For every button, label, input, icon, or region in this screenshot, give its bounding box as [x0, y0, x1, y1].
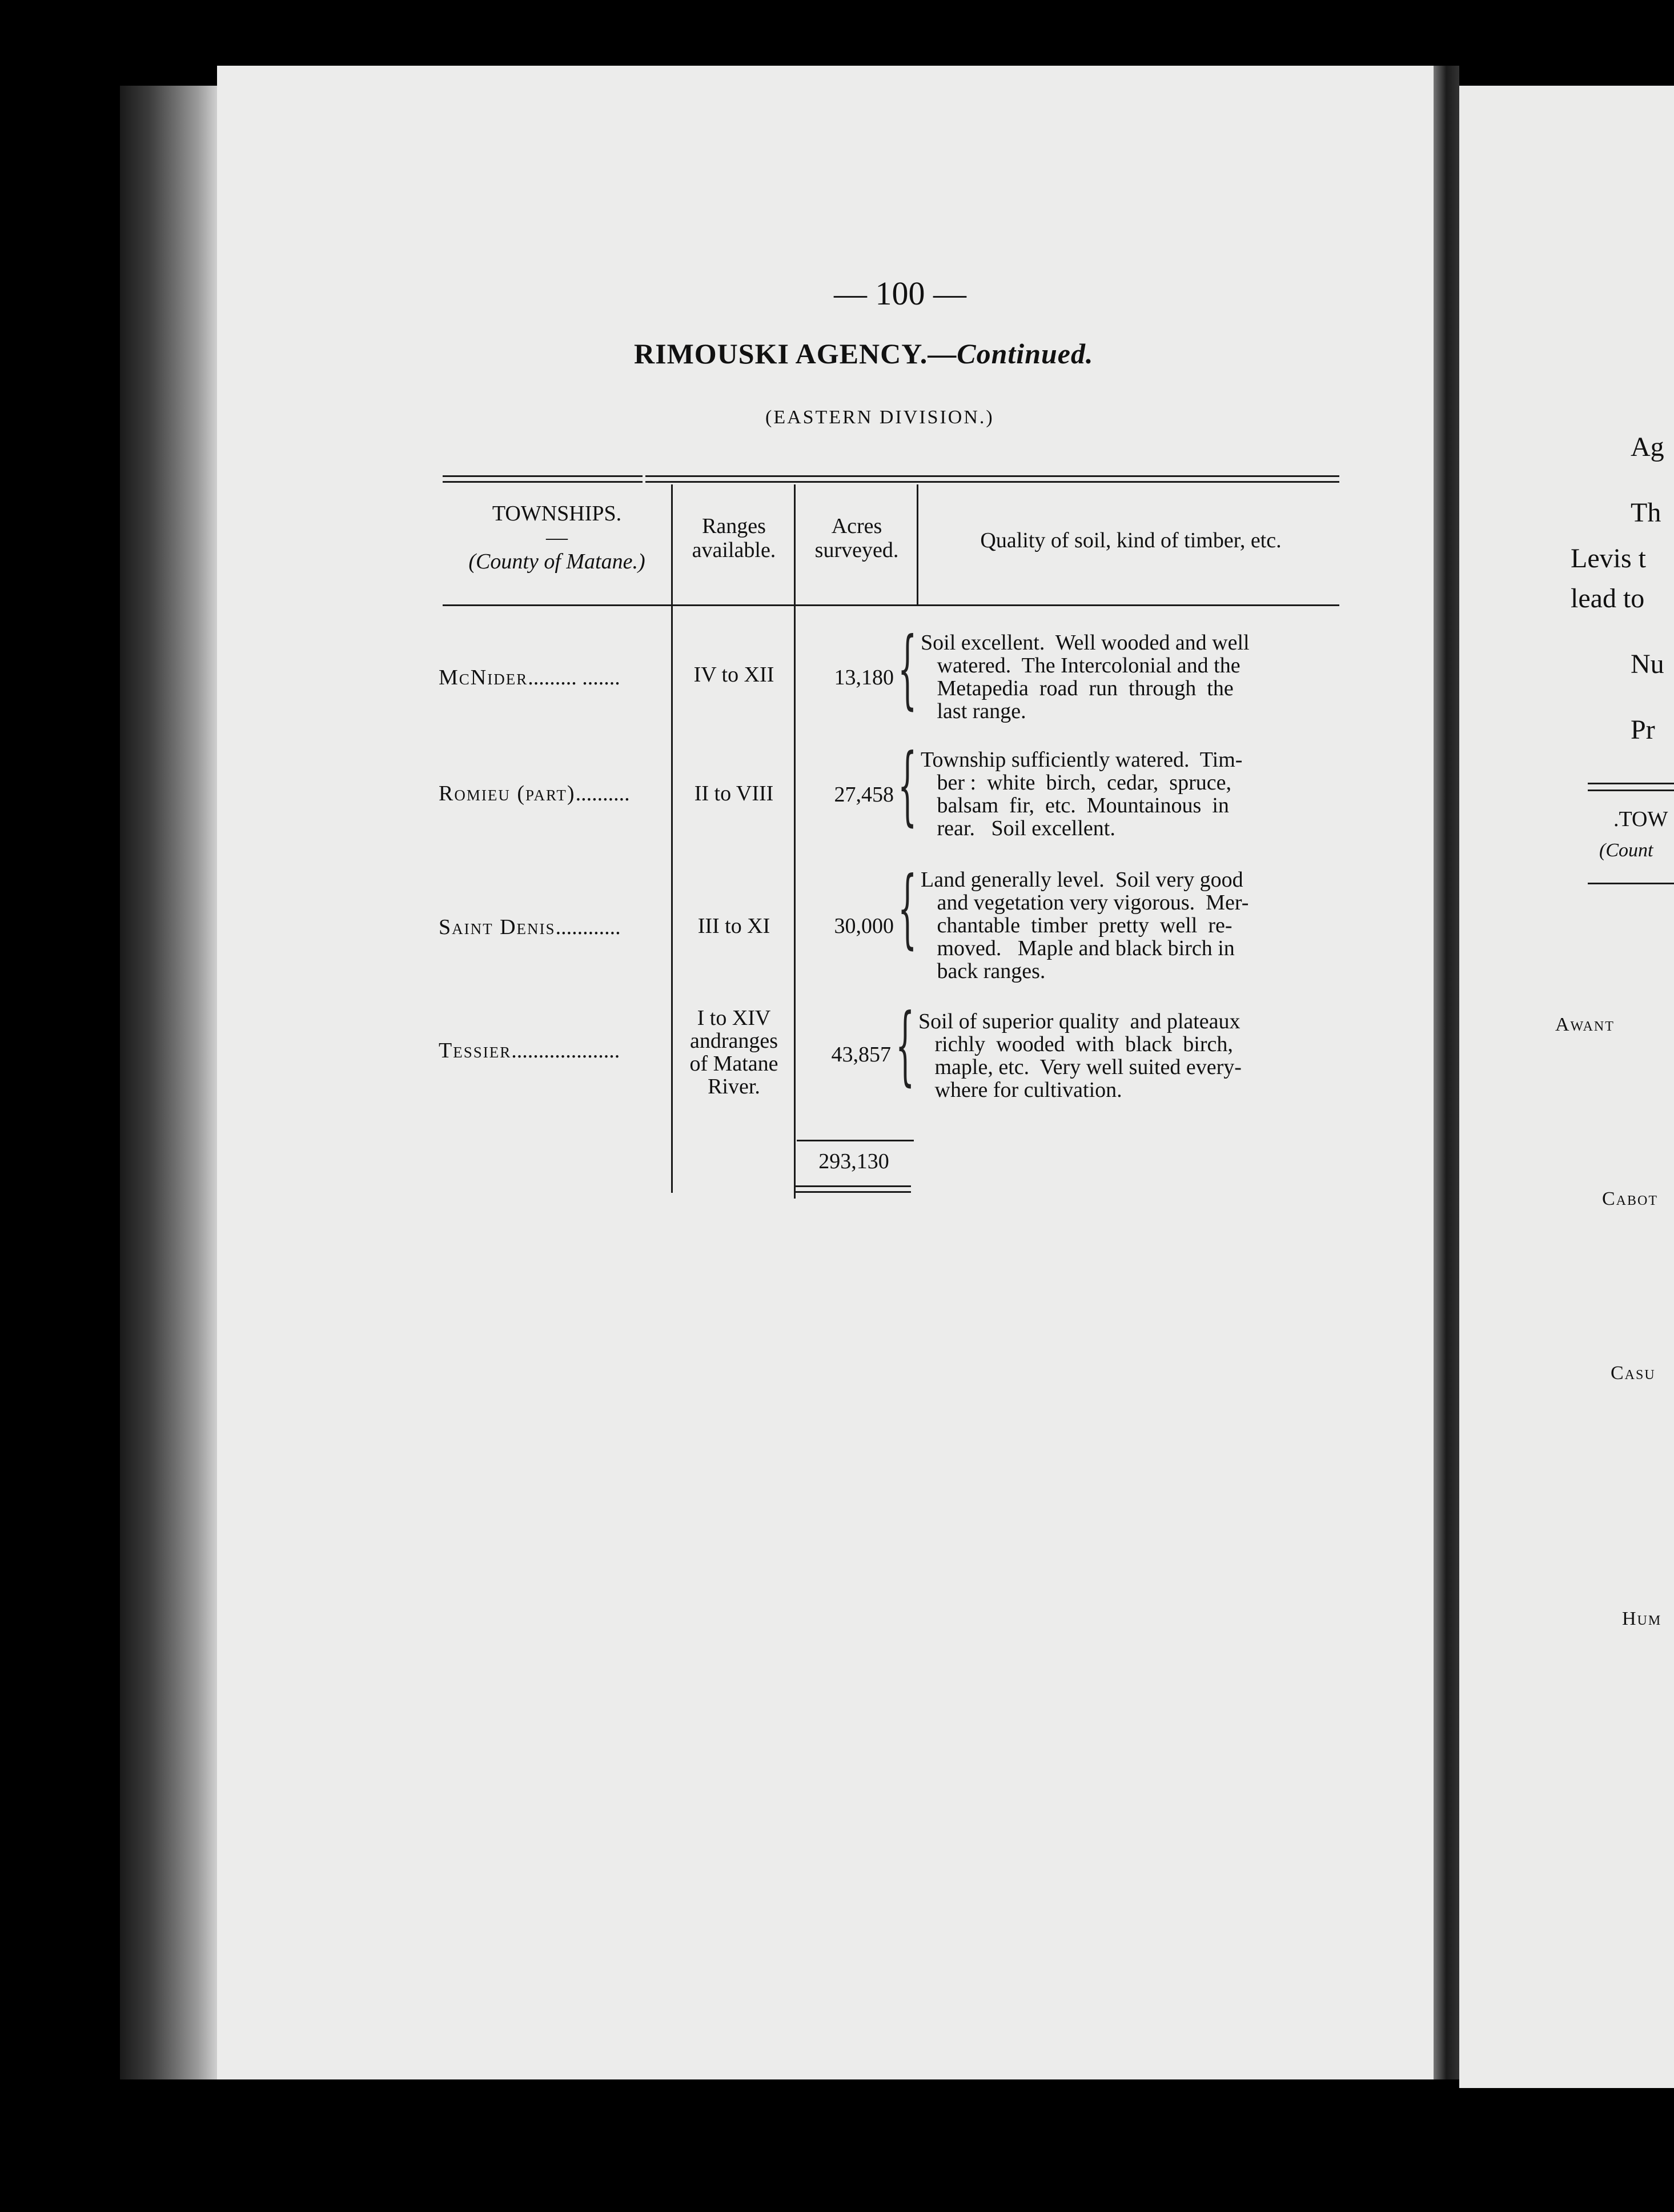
total-double-rule — [794, 1191, 911, 1193]
right-page-fragment: Levis t — [1571, 543, 1646, 574]
table-top-rule — [645, 475, 1339, 477]
quality-line: Township sufficiently watered. Tim- — [921, 748, 1243, 772]
page-number: — 100 — — [834, 275, 966, 312]
quality-line: Land generally level. Soil very good — [921, 868, 1243, 892]
township-name: Tessier — [439, 1039, 512, 1063]
page-subtitle: (EASTERN DIVISION.) — [765, 407, 994, 428]
header-county: (County of Matane.) — [468, 550, 645, 574]
table-row-acres: 27,458 — [834, 783, 894, 807]
table-row-township — [439, 782, 630, 806]
table-header-rule — [443, 604, 1339, 606]
ranges-line: River. — [708, 1075, 760, 1099]
quality-line: where for cultivation. — [918, 1078, 1122, 1102]
quality-line: Soil of superior quality and plateaux — [918, 1009, 1241, 1033]
quality-line: maple, etc. Very well suited every- — [918, 1055, 1242, 1079]
page-title-continued: Continued. — [957, 338, 1094, 370]
right-page-fragment: Nu — [1631, 649, 1664, 679]
table-row-ranges — [674, 1007, 794, 1098]
table-row-acres: 43,857 — [831, 1043, 891, 1067]
township-name: Saint Denis — [439, 915, 556, 939]
column-divider — [794, 484, 796, 1199]
quality-line: watered. The Intercolonial and the — [921, 654, 1241, 678]
table-row-ranges: IV to XII — [693, 663, 774, 687]
header-acres-line1: Acres — [831, 514, 882, 538]
right-page-rule — [1588, 883, 1674, 884]
township-name: Romieu (part) — [439, 782, 576, 806]
table-top-rule — [645, 481, 1339, 483]
table-row-ranges: III to XI — [697, 914, 770, 938]
right-page-rule — [1588, 783, 1674, 784]
header-acres-line2: surveyed. — [814, 538, 899, 562]
table-row-township — [439, 666, 620, 690]
row-brace: { — [898, 859, 917, 958]
row-brace: { — [896, 996, 915, 1095]
township-name: McNider — [439, 666, 528, 690]
table-row-quality — [918, 1010, 1242, 1101]
header-townships-label: TOWNSHIPS. — [492, 502, 622, 526]
right-page-fragment: Pr — [1631, 715, 1655, 745]
row-brace: { — [898, 619, 917, 719]
right-page — [1459, 86, 1674, 2088]
table-row-quality — [921, 868, 1249, 983]
quality-line: rear. Soil excellent. — [921, 816, 1115, 840]
right-page-fragment: Cabot — [1602, 1188, 1659, 1209]
right-page-fragment: Th — [1631, 498, 1661, 528]
table-row-quality — [921, 748, 1242, 840]
right-page-fragment: .TOW — [1613, 807, 1668, 831]
right-page-fragment: lead to — [1571, 583, 1645, 614]
quality-line: ber : white birch, cedar, spruce, — [921, 771, 1231, 795]
quality-line: Soil excellent. Well wooded and well — [921, 631, 1250, 655]
ranges-line: of Matane — [689, 1052, 778, 1076]
quality-line: back ranges. — [921, 959, 1046, 983]
table-row-township — [439, 915, 621, 939]
page-title — [634, 337, 1094, 370]
ranges-line: I to XIV — [697, 1006, 771, 1030]
right-page-rule — [1588, 790, 1674, 791]
right-page-fragment: Casu — [1611, 1363, 1656, 1384]
total-rule — [797, 1140, 914, 1141]
right-page-fragment: Awant — [1555, 1014, 1615, 1035]
table-row-quality — [921, 631, 1250, 723]
column-divider — [671, 484, 673, 1193]
right-page-fragment: Hum — [1622, 1608, 1662, 1629]
table-row-acres: 13,180 — [834, 666, 894, 690]
header-acres — [797, 514, 917, 562]
header-ranges-line2: available. — [692, 538, 776, 562]
quality-line: balsam fir, etc. Mountainous in — [921, 794, 1229, 818]
table-top-rule — [443, 481, 643, 483]
header-townships — [448, 502, 665, 574]
quality-line: Metapedia road run through the — [921, 676, 1234, 700]
right-page-fragment: (Count — [1599, 840, 1653, 861]
quality-line: chantable timber pretty well re- — [921, 913, 1233, 937]
page-title-main: RIMOUSKI AGENCY.— — [634, 338, 957, 370]
table-top-rule — [443, 475, 643, 477]
dot-leader: .......... — [575, 782, 630, 806]
quality-line: last range. — [921, 699, 1026, 723]
table-row-acres: 30,000 — [834, 914, 894, 938]
dot-leader: .................... — [511, 1039, 620, 1063]
header-dash: — — [546, 526, 568, 550]
total-acres: 293,130 — [818, 1149, 889, 1173]
header-quality: Quality of soil, kind of timber, etc. — [980, 528, 1282, 552]
right-page-fragment: Ag — [1631, 432, 1664, 462]
table-row-township — [439, 1039, 620, 1063]
dot-leader: ............ — [555, 915, 621, 939]
column-divider — [917, 484, 918, 604]
total-double-rule — [794, 1185, 911, 1187]
book-spine-edge — [120, 86, 217, 2079]
dot-leader: ......... ....... — [528, 666, 620, 690]
book-gutter — [1434, 66, 1459, 2079]
row-brace: { — [898, 736, 917, 835]
header-ranges-line1: Ranges — [702, 514, 766, 538]
quality-line: moved. Maple and black birch in — [921, 936, 1235, 960]
header-ranges — [674, 514, 794, 562]
quality-line: and vegetation very vigorous. Mer- — [921, 891, 1249, 915]
ranges-line: andranges — [689, 1029, 778, 1053]
table-row-ranges: II to VIII — [694, 782, 774, 806]
quality-line: richly wooded with black birch, — [918, 1032, 1233, 1056]
